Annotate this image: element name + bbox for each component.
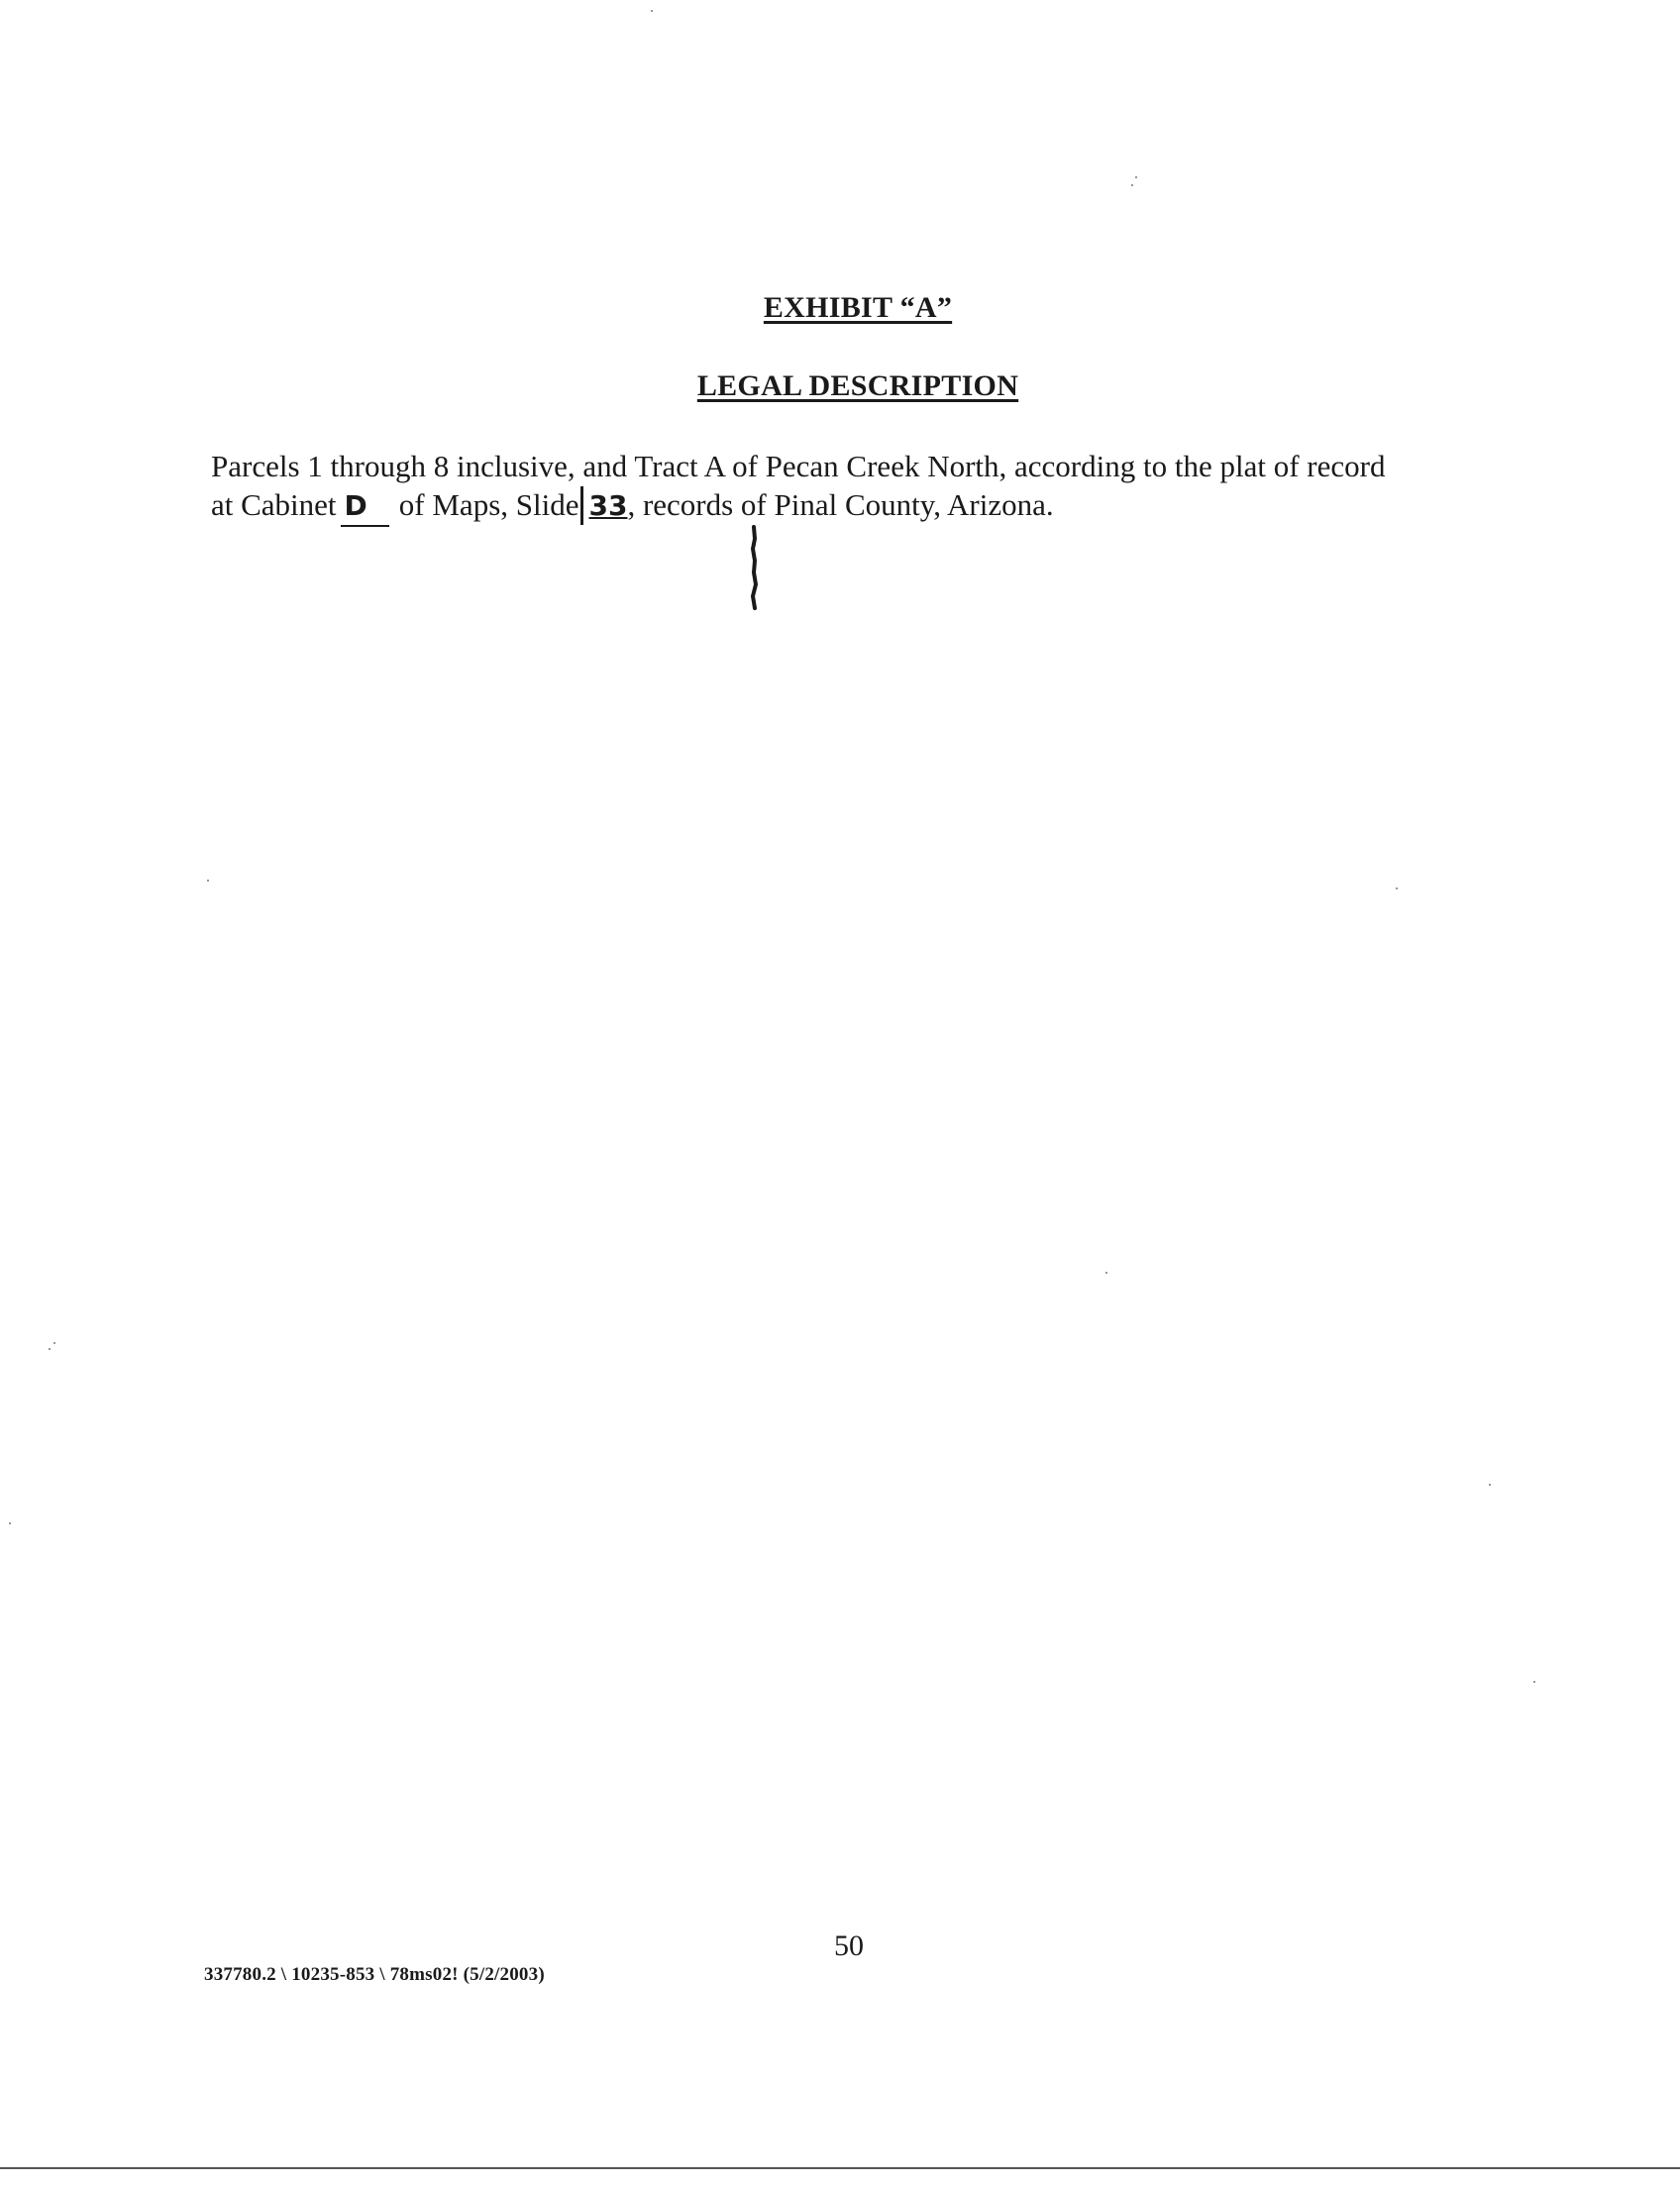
scan-speck — [49, 1348, 51, 1350]
scan-speck — [651, 10, 653, 12]
scan-speck — [9, 1522, 11, 1524]
scan-speck — [207, 880, 209, 882]
description-line-2 — [211, 485, 1499, 527]
scan-speck — [1131, 184, 1133, 186]
handwritten-vertical-mark — [749, 525, 759, 614]
scan-speck — [1105, 1272, 1107, 1274]
slide-handwritten-value: 33 — [580, 486, 627, 525]
cabinet-handwritten-value: D — [341, 486, 389, 527]
page-bottom-edge — [0, 2167, 1680, 2169]
scan-speck — [1135, 176, 1137, 178]
page-number: 50 — [834, 1929, 864, 1962]
exhibit-heading: EXHIBIT “A” — [763, 291, 953, 324]
cabinet-prefix: at Cabinet — [211, 487, 337, 522]
description-line-1: Parcels 1 through 8 inclusive, and Tract A of Pecan Creek North, according to the plat of record — [211, 449, 1386, 483]
scan-speck — [1533, 1681, 1535, 1683]
scan-speck — [1396, 887, 1398, 889]
slide-prefix: of Maps, Slide — [398, 487, 579, 522]
description-suffix: , records of Pinal County, Arizona. — [627, 487, 1054, 522]
legal-description-paragraph — [211, 447, 1499, 527]
scan-speck — [1489, 1484, 1491, 1486]
scan-speck — [53, 1342, 55, 1344]
legal-description-heading: LEGAL DESCRIPTION — [696, 369, 1019, 402]
document-id: 337780.2 \ 10235-853 \ 78ms02! (5/2/2003) — [204, 1964, 545, 1985]
